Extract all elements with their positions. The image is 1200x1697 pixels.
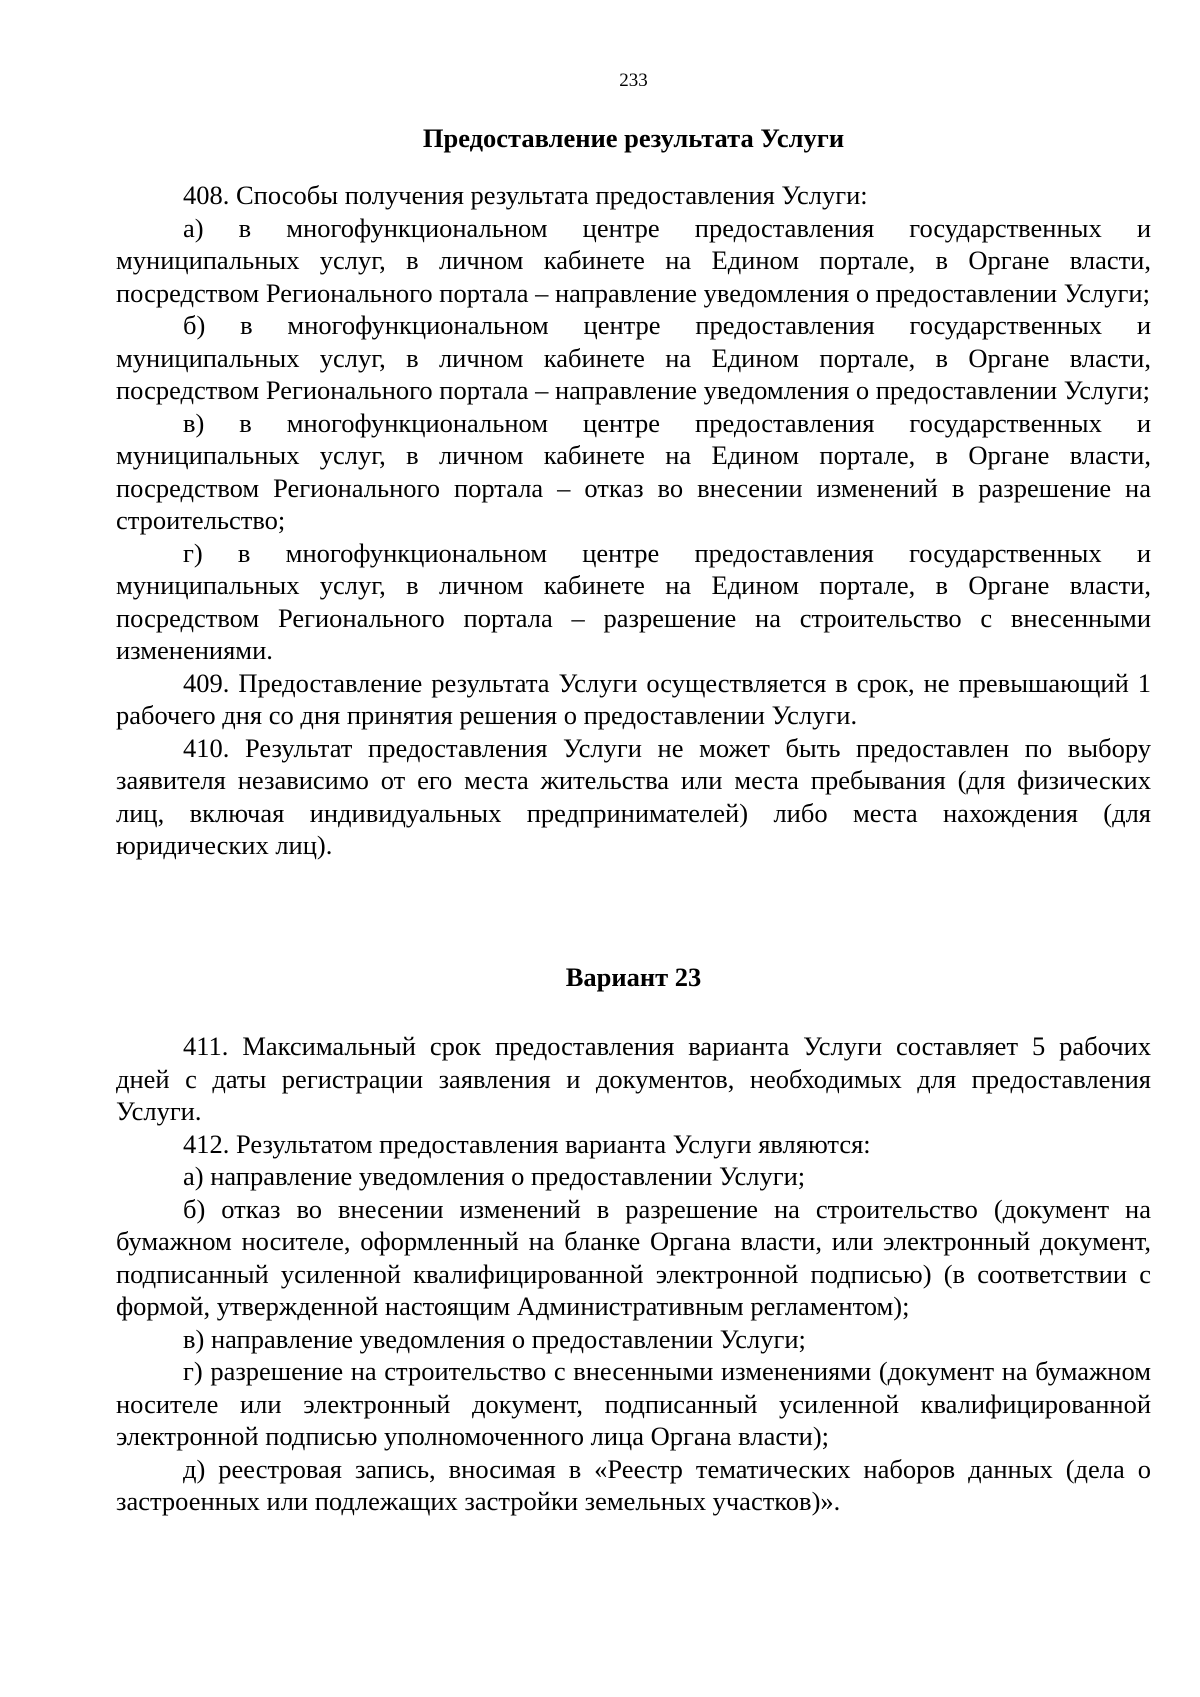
paragraph-412: 412. Результатом предоставления варианта Услуги являются: [183,1128,871,1159]
paragraph-411: 411. Максимальный срок предоставления варианта Услуги составляет 5 рабочих дней с даты регистрации заявления и документов, необходимых для предоставления Услуги. [116,1031,1151,1126]
paragraph-408-g: г) в многофункциональном центре предоставления государственных и муниципальных услуг, в личном кабинете на Едином портале, в Органе власти, посредством Регионального портала – разрешение на строительство с внесенными изменениями. [116,537,1151,665]
section-heading-variant: Вариант 23 [565,962,702,992]
paragraph-408-b: б) в многофункциональном центре предоставления государственных и муниципальных услуг, в личном кабинете на Едином портале, в Органе власти, посредством Регионального портала – направление уведомления о предоставлении Услуги; [116,310,1151,405]
paragraph-408: 408. Способы получения результата предоставления Услуги: [183,180,868,210]
paragraph-408-v: в) в многофункциональном центре предоставления государственных и муниципальных услуг, в личном кабинете на Едином портале, в Органе власти, посредством Регионального портала – отказ во внесении изменений в разрешение на строительство; [116,407,1151,535]
section-body-result [116,179,1151,862]
section-heading-result: Предоставление результата Услуги [422,123,845,153]
section-body-variant [116,1030,1151,1518]
paragraph-410: 410. Результат предоставления Услуги не может быть предоставлен по выбору заявителя независимо от его места жительства или места пребывания (для физических лиц, включая индивидуальных предпринимателей) либо места нахождения (для юридических лиц). [116,732,1151,860]
paragraph-408-a: а) в многофункциональном центре предоставления государственных и муниципальных услуг, в личном кабинете на Едином портале, в Органе власти, посредством Регионального портала – направление уведомления о предоставлении Услуги; [116,212,1151,308]
paragraph-412-v: в) направление уведомления о предоставлении Услуги; [183,1323,806,1354]
paragraph-412-a: а) направление уведомления о предоставлении Услуги; [183,1161,806,1191]
paragraph-412-b: б) отказ во внесении изменений в разрешение на строительство (документ на бумажном носителе, оформленный на бланке Органа власти, или электронный документ, подписанный усиленной квалифицированной электронной подписью) (в соответствии с формой, утвержденной настоящим Административным регламентом); [116,1193,1151,1321]
paragraph-412-g: г) разрешение на строительство с внесенными изменениями (документ на бумажном носителе или электронный документ, подписанный усиленной квалифицированной электронной подписью уполномоченного лица Органа власти); [116,1356,1151,1451]
page-number: 233 [619,70,648,91]
paragraph-412-d: д) реестровая запись, вносимая в «Реестр тематических наборов данных (дела о застроенных или подлежащих застройки земельных участков)». [116,1453,1151,1516]
paragraph-409: 409. Предоставление результата Услуги осуществляется в срок, не превышающий 1 рабочего дня со дня принятия решения о предоставлении Услуги. [116,667,1151,730]
